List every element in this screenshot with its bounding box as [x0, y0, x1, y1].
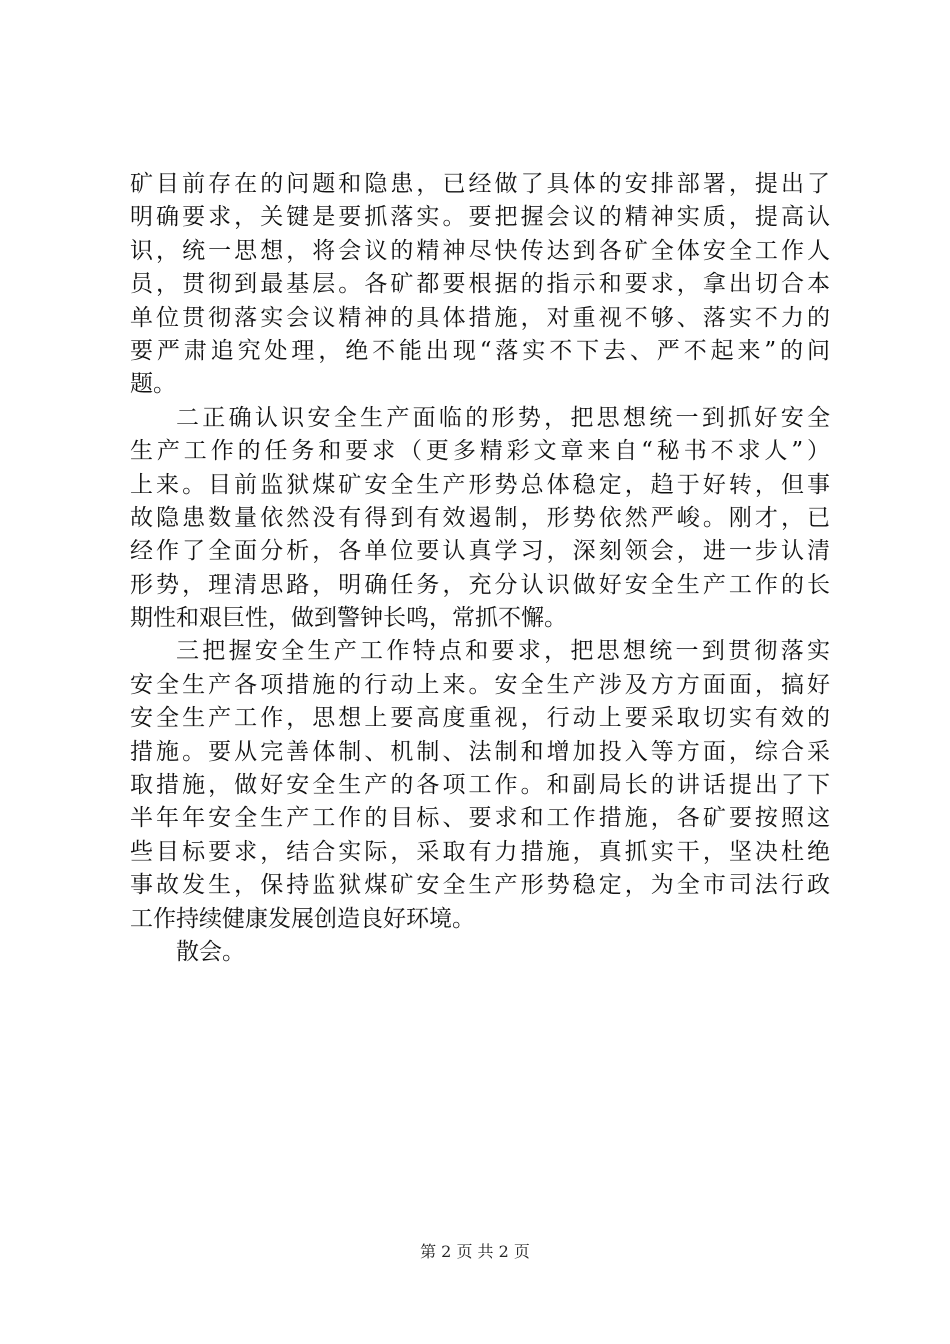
text-line: 生产工作的任务和要求（更多精彩文章来自“秘书不求人”） — [130, 438, 830, 465]
text-line: 安全生产工作，思想上要高度重视，行动上要采取切实有效的 — [130, 705, 830, 732]
text-line: 半年年安全生产工作的目标、要求和工作措施，各矿要按照这 — [130, 805, 830, 832]
text-line: 要严肃追究处理，绝不能出现“落实不下去、严不起来”的问 — [130, 337, 830, 364]
text-line: 工作持续健康发展创造良好环境。 — [130, 905, 475, 932]
text-line: 三把握安全生产工作特点和要求，把思想统一到贯彻落实 — [176, 638, 830, 665]
text-line: 识，统一思想，将会议的精神尽快传达到各矿全体安全工作人 — [130, 237, 830, 264]
text-line: 二正确认识安全生产面临的形势，把思想统一到抓好安全 — [176, 404, 830, 431]
text-line: 散会。 — [176, 938, 245, 965]
text-line: 经作了全面分析，各单位要认真学习，深刻领会，进一步认清 — [130, 538, 830, 565]
text-line: 故隐患数量依然没有得到有效遏制，形势依然严峻。刚才，已 — [130, 504, 830, 531]
text-line: 题。 — [130, 371, 176, 398]
document-body — [130, 168, 830, 969]
text-line: 形势，理清思路，明确任务，充分认识做好安全生产工作的长 — [130, 571, 830, 598]
text-line: 单位贯彻落实会议精神的具体措施，对重视不够、落实不力的 — [130, 304, 830, 331]
text-line: 期性和艰巨性，做到警钟长鸣，常抓不懈。 — [130, 605, 567, 632]
text-line: 些目标要求，结合实际，采取有力措施，真抓实干，坚决杜绝 — [130, 838, 830, 865]
text-line: 矿目前存在的问题和隐患，已经做了具体的安排部署，提出了 — [130, 171, 830, 197]
paragraph — [130, 936, 830, 969]
text-line: 明确要求，关键是要抓落实。要把握会议的精神实质，提高认 — [130, 204, 830, 231]
text-line: 措施。要从完善体制、机制、法制和增加投入等方面，综合采 — [130, 738, 830, 765]
paragraph — [130, 402, 830, 636]
text-line: 员，贯彻到最基层。各矿都要根据的指示和要求，拿出切合本 — [130, 271, 830, 298]
text-line: 安全生产各项措施的行动上来。安全生产涉及方方面面，搞好 — [130, 671, 830, 698]
paragraph — [130, 635, 830, 936]
paragraph — [130, 168, 830, 402]
page-number-footer: 第 2 页 共 2 页 — [420, 1242, 530, 1261]
text-line: 事故发生，保持监狱煤矿安全生产形势稳定，为全市司法行政 — [130, 872, 830, 899]
text-line: 取措施，做好安全生产的各项工作。和副局长的讲话提出了下 — [130, 772, 830, 799]
text-line: 上来。目前监狱煤矿安全生产形势总体稳定，趋于好转，但事 — [130, 471, 830, 498]
